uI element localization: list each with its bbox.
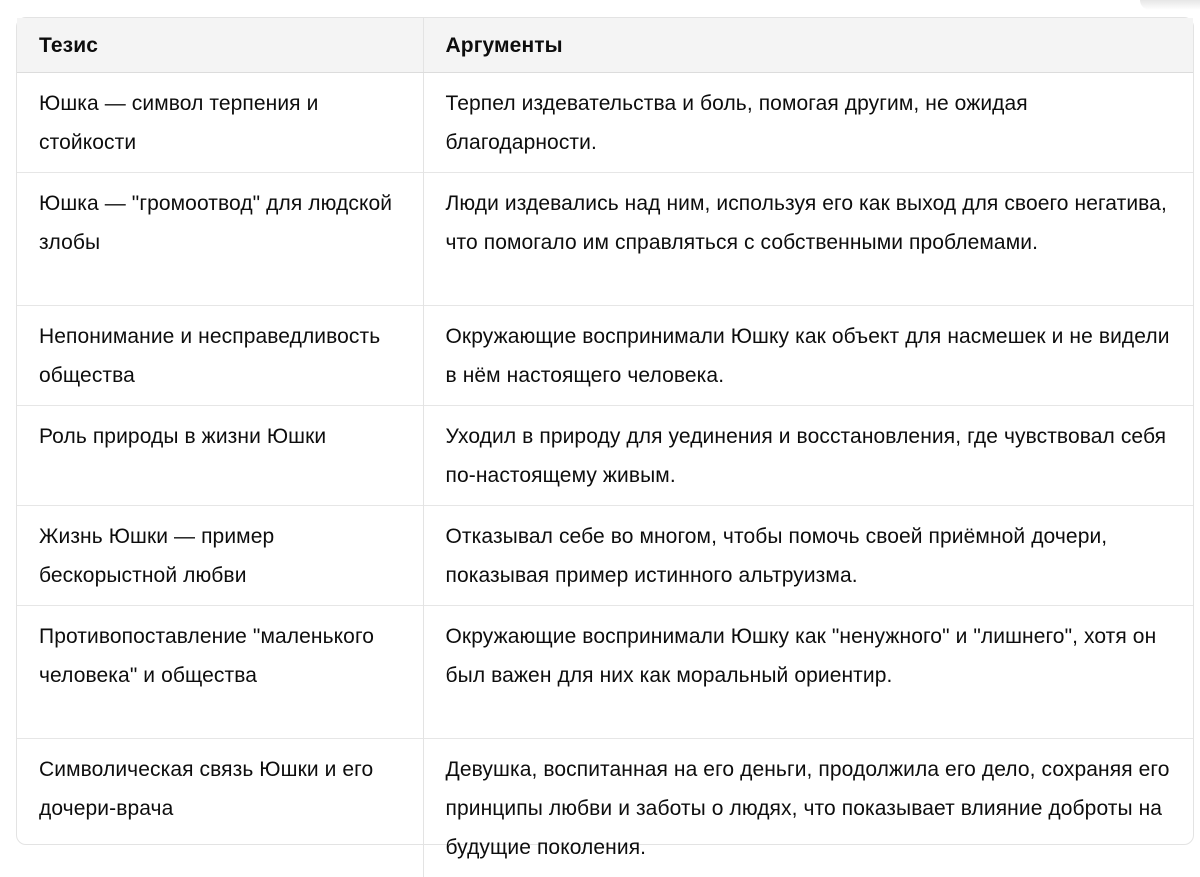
- arguments-cell: Окружающие воспринимали Юшку как объект для насмешек и не видели в нём настоящего человека.: [423, 305, 1193, 405]
- table-row: [17, 738, 1193, 877]
- thesis-cell: Роль природы в жизни Юшки: [17, 405, 423, 505]
- thesis-cell: Символическая связь Юшки и его дочери-врача: [17, 738, 423, 877]
- arguments-cell: Девушка, воспитанная на его деньги, продолжила его дело, сохраняя его принципы любви и заботы о людях, что показывает влияние доброты на будущие поколения.: [423, 738, 1193, 877]
- arguments-cell: Окружающие воспринимали Юшку как "ненужного" и "лишнего", хотя он был важен для них как моральный ориентир.: [423, 605, 1193, 738]
- thesis-cell: Жизнь Юшки — пример бескорыстной любви: [17, 505, 423, 605]
- scroll-shadow: [1140, 0, 1200, 10]
- header-arguments: Аргументы: [423, 18, 1193, 72]
- thesis-cell: Непонимание и несправедливость общества: [17, 305, 423, 405]
- table-row: [17, 72, 1193, 172]
- arguments-cell: Терпел издевательства и боль, помогая другим, не ожидая благодарности.: [423, 72, 1193, 172]
- thesis-table: [17, 18, 1193, 877]
- thesis-cell: Противопоставление "маленького человека" и общества: [17, 605, 423, 738]
- table-row: [17, 505, 1193, 605]
- table-row: [17, 172, 1193, 305]
- table-header-row: [17, 18, 1193, 72]
- table-row: [17, 605, 1193, 738]
- table-row: [17, 405, 1193, 505]
- arguments-cell: Люди издевались над ним, используя его как выход для своего негатива, что помогало им справляться с собственными проблемами.: [423, 172, 1193, 305]
- arguments-cell: Уходил в природу для уединения и восстановления, где чувствовал себя по-настоящему живым.: [423, 405, 1193, 505]
- thesis-cell: Юшка — "громоотвод" для людской злобы: [17, 172, 423, 305]
- header-thesis: Тезис: [17, 18, 423, 72]
- table-row: [17, 305, 1193, 405]
- arguments-cell: Отказывал себе во многом, чтобы помочь своей приёмной дочери, показывая пример истинного альтруизма.: [423, 505, 1193, 605]
- thesis-cell: Юшка — символ терпения и стойкости: [39, 91, 319, 154]
- thesis-table-container: [16, 17, 1194, 859]
